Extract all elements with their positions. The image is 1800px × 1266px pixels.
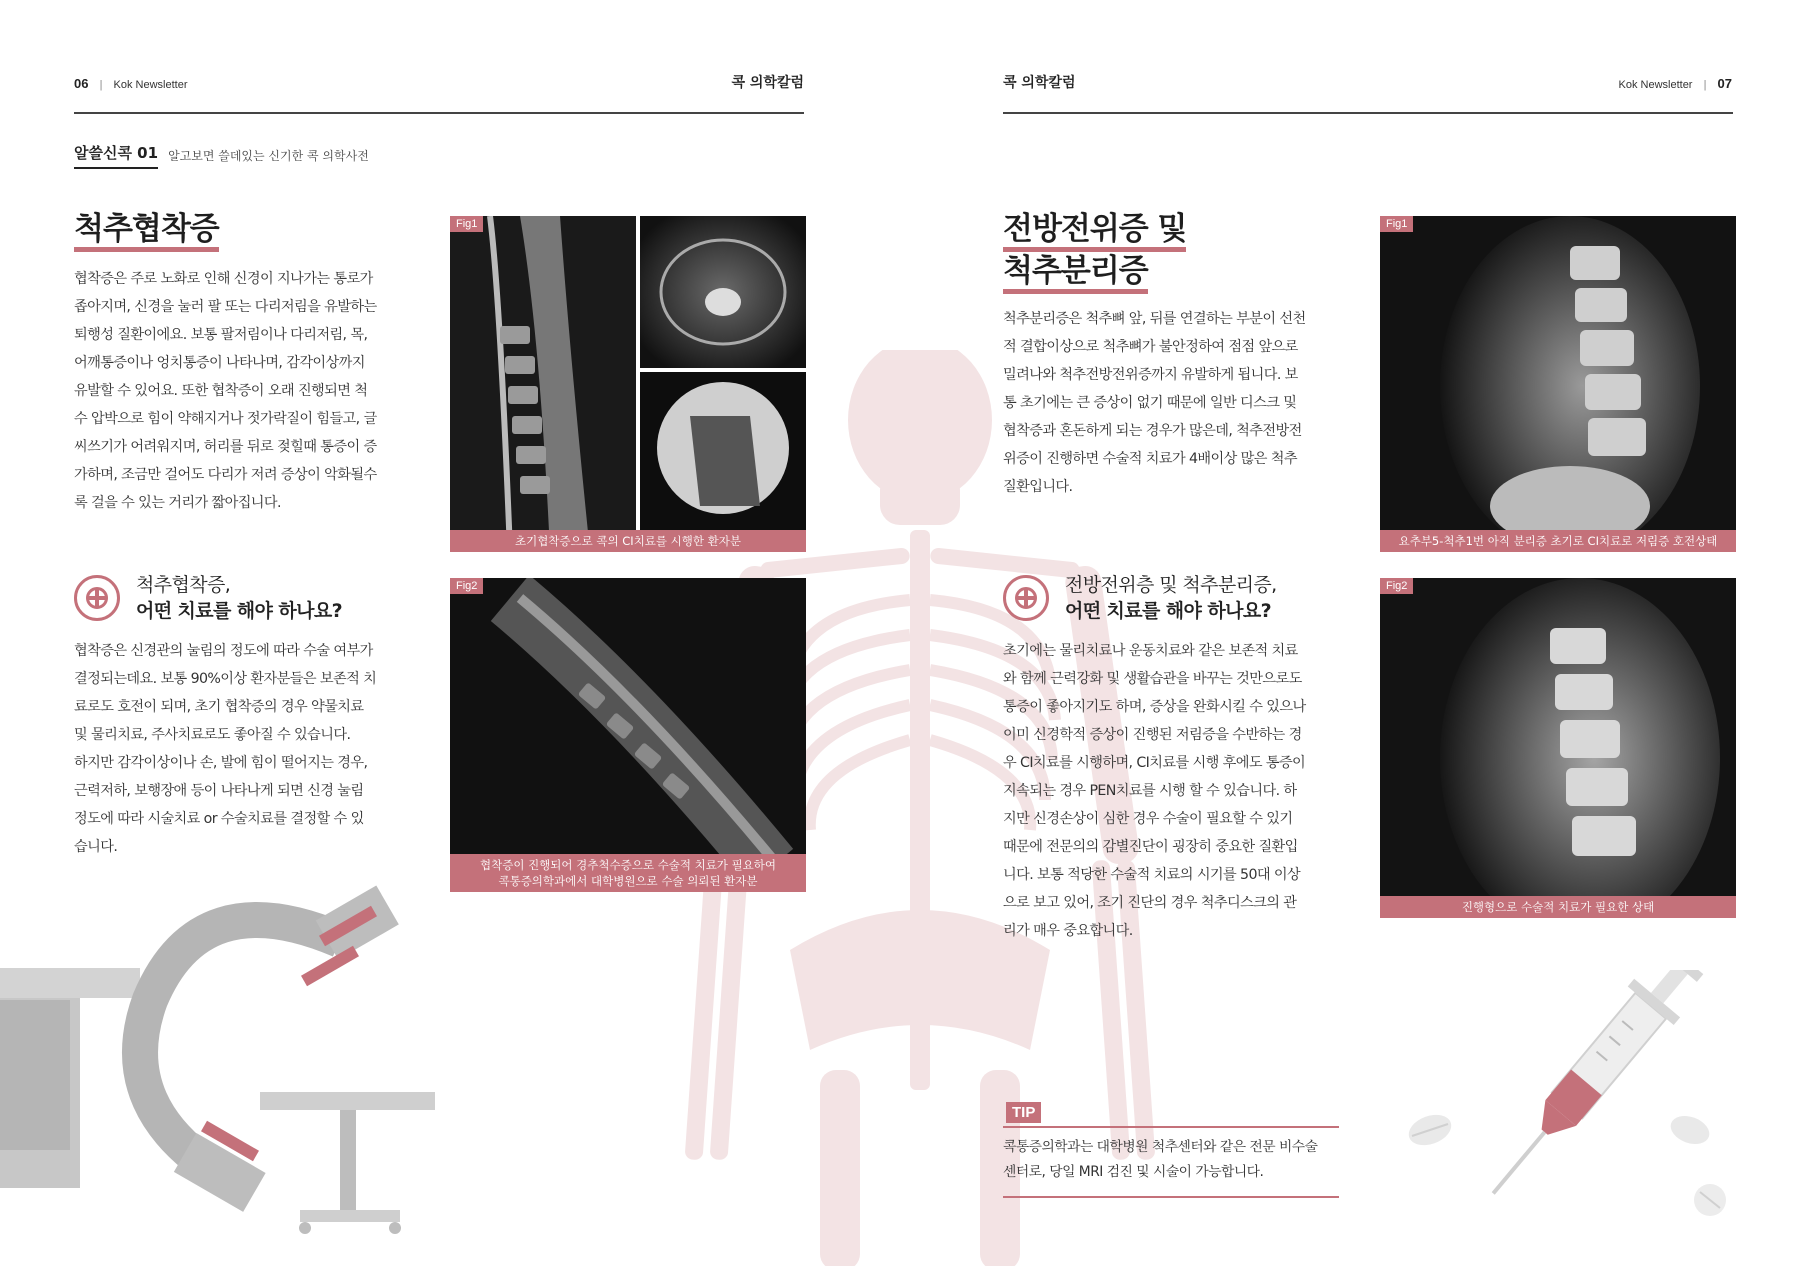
text-line: 밀려나와 척추전방전위증까지 유발하게 됩니다. 보 xyxy=(1003,367,1298,383)
plus-circle-icon xyxy=(74,575,120,621)
figure-2-left xyxy=(450,578,806,892)
text-line: 이미 신경학적 증상이 진행된 저림증을 수반하는 경 xyxy=(1003,727,1302,743)
text-line: 와 함께 근력강화 및 생활습관을 바꾸는 것만으로도 xyxy=(1003,671,1302,687)
answer-paragraph-right xyxy=(1003,637,1343,945)
page-number: 06 xyxy=(74,76,89,91)
text-line: 정도에 따라 시술치료 or 수술치료를 결정할 수 있 xyxy=(74,811,364,827)
text-line: 좁아지며, 신경을 눌러 팔 또는 다리저림을 유발하는 xyxy=(74,299,377,315)
question-heading-right xyxy=(1065,572,1277,624)
page-number: 07 xyxy=(1717,76,1732,91)
xray-lumbar-image xyxy=(1380,216,1736,552)
text-line: 근력저하, 보행장애 등이 나타나게 되면 신경 눌림 xyxy=(74,783,364,799)
title-line-1: 전방전위증 및 xyxy=(1003,211,1186,252)
text-line: 통증이 좋아지기도 하며, 증상을 완화시킬 수 있으나 xyxy=(1003,699,1306,715)
text-line: 으로 보고 있어, 조기 진단의 경우 척추디스크의 관 xyxy=(1003,895,1297,911)
question-line-1: 척추협착증, xyxy=(136,574,231,596)
text-line: 습니다. xyxy=(74,839,118,855)
tip-bottom-rule xyxy=(1003,1196,1339,1198)
text-line: 협착증은 신경관의 눌림의 정도에 따라 수술 여부가 xyxy=(74,643,373,659)
text-line: 협착증은 주로 노화로 인해 신경이 지나가는 통로가 xyxy=(74,271,373,287)
figure-tag: Fig2 xyxy=(1380,578,1413,594)
text-line: 협착증과 혼돈하게 되는 경우가 많은데, 척추전방전 xyxy=(1003,423,1302,439)
text-line: 초기에는 물리치료나 운동치료와 같은 보존적 치료 xyxy=(1003,643,1298,659)
figure-caption: 요추부5-척추1번 아직 분리증 초기로 CI치료로 저림증 호전상태 xyxy=(1380,530,1736,552)
text-line: 적 결합이상으로 척추뼈가 불안정하여 점점 앞으로 xyxy=(1003,339,1298,355)
text-line: 료로도 호전이 되며, 초기 협착증의 경우 약물치료 xyxy=(74,699,364,715)
question-line-1: 전방전위층 및 척추분리증, xyxy=(1065,574,1277,596)
mri-spine-image xyxy=(450,578,806,892)
text-line: 결정되는데요. 보통 90%이상 환자분들은 보존적 치 xyxy=(74,671,377,687)
plus-circle-icon xyxy=(1003,575,1049,621)
text-line: 척추분리증은 척추뼈 앞, 뒤를 연결하는 부분이 선천 xyxy=(1003,311,1306,327)
figure-caption: 초기협착증으로 콕의 CI치료를 시행한 환자분 xyxy=(450,530,806,552)
text-line: 하지만 감각이상이나 손, 발에 힘이 떨어지는 경우, xyxy=(74,755,368,771)
figure-tag: Fig2 xyxy=(450,578,483,594)
text-line: 때문에 전문의의 감별진단이 굉장히 중요한 질환입 xyxy=(1003,839,1298,855)
caption-line-2: 콕통증의학과에서 대학병원으로 수술 의뢰된 환자분 xyxy=(498,874,758,888)
tip-label xyxy=(1006,1102,1041,1121)
series-tag: 알쓸신콕 01 xyxy=(74,142,158,169)
figure-1-right xyxy=(1380,216,1736,552)
figure-caption: 진행형으로 수술적 치료가 필요한 상태 xyxy=(1380,896,1736,918)
text-line: 어깨통증이나 엉치통증이 나타나며, 감각이상까지 xyxy=(74,355,365,371)
figure-1-left xyxy=(450,216,806,552)
text-line: 위증이 진행하면 수술적 치료가 4배이상 많은 척추 xyxy=(1003,451,1297,467)
header-divider xyxy=(74,112,804,114)
figure-caption xyxy=(450,854,806,892)
text-line: 유발할 수 있어요. 또한 협착증이 오래 진행되면 척 xyxy=(74,383,368,399)
text-line: 질환입니다. xyxy=(1003,479,1073,495)
mri-sagittal-image xyxy=(450,216,806,552)
text-line: 록 걸을 수 있는 거리가 짧아집니다. xyxy=(74,495,281,511)
page-title-right xyxy=(1003,210,1186,294)
figure-tag: Fig1 xyxy=(450,216,483,232)
series-description: 알고보면 쓸데있는 신기한 콕 의학사전 xyxy=(168,149,369,163)
text-line: 및 물리치료, 주사치료로도 좋아질 수 있습니다. xyxy=(74,727,351,743)
text-line: 통 초기에는 큰 증상이 없기 때문에 일반 디스크 및 xyxy=(1003,395,1297,411)
text-line: 가하며, 조금만 걸어도 다리가 저려 증상이 악화될수 xyxy=(74,467,377,483)
page-title-text: 척추협착증 xyxy=(74,211,219,252)
answer-paragraph xyxy=(74,637,414,861)
text-line: 지속되는 경우 PEN치료를 시행 할 수 있습니다. 하 xyxy=(1003,783,1297,799)
intro-paragraph xyxy=(74,265,414,517)
text-line: 지만 신경손상이 심한 경우 수술이 필요할 수 있기 xyxy=(1003,811,1293,827)
section-title-right: 콕 의학칼럼 xyxy=(1003,75,1076,91)
page-title xyxy=(74,210,219,252)
caption-line-1: 협착증이 진행되어 경추척수증으로 수술적 치료가 필요하여 xyxy=(480,858,776,872)
text-line: 리가 매우 중요합니다. xyxy=(1003,923,1133,939)
text-line: 씨쓰기가 어려워지며, 허리를 뒤로 젖힐때 통증이 증 xyxy=(74,439,377,455)
figure-2-right xyxy=(1380,578,1736,918)
syringe-illustration xyxy=(1400,970,1730,1230)
tip-tag: TIP xyxy=(1006,1102,1041,1123)
question-line-2: 어떤 치료를 해야 하나요? xyxy=(1065,600,1272,622)
tip-line-1: 콕통증의학과는 대학병원 척추센터와 같은 전문 비수술 xyxy=(1003,1139,1318,1155)
xray-lumbar-image xyxy=(1380,578,1736,918)
c-arm-xray-illustration xyxy=(0,880,440,1266)
figure-tag: Fig1 xyxy=(1380,216,1413,232)
title-line-2: 척추분리증 xyxy=(1003,253,1148,294)
left-page-header: 06 | Kok Newsletter xyxy=(74,76,188,91)
right-page-header: Kok Newsletter | 07 xyxy=(1618,76,1732,91)
text-line: 니다. 보통 적당한 수술적 치료의 시기를 50대 이상 xyxy=(1003,867,1301,883)
tip-line-2: 센터로, 당일 MRI 검진 및 시술이 가능합니다. xyxy=(1003,1164,1264,1180)
text-line: 우 CI치료를 시행하며, CI치료를 시행 후에도 통증이 xyxy=(1003,755,1306,771)
tip-top-rule xyxy=(1003,1126,1339,1128)
newsletter-name: Kok Newsletter xyxy=(1618,79,1693,91)
tip-text xyxy=(1003,1135,1343,1185)
text-line: 수 압박으로 힘이 약해지거나 젓가락질이 힘들고, 글 xyxy=(74,411,377,427)
text-line: 퇴행성 질환이에요. 보통 팔저림이나 다리저림, 목, xyxy=(74,327,368,343)
question-heading xyxy=(136,572,342,624)
header-divider xyxy=(1003,112,1733,114)
question-line-2: 어떤 치료를 해야 하나요? xyxy=(136,600,343,622)
newsletter-name: Kok Newsletter xyxy=(113,79,188,91)
intro-paragraph-right xyxy=(1003,305,1343,501)
sub-heading xyxy=(74,142,369,169)
section-title: 콕 의학칼럼 xyxy=(731,75,804,91)
